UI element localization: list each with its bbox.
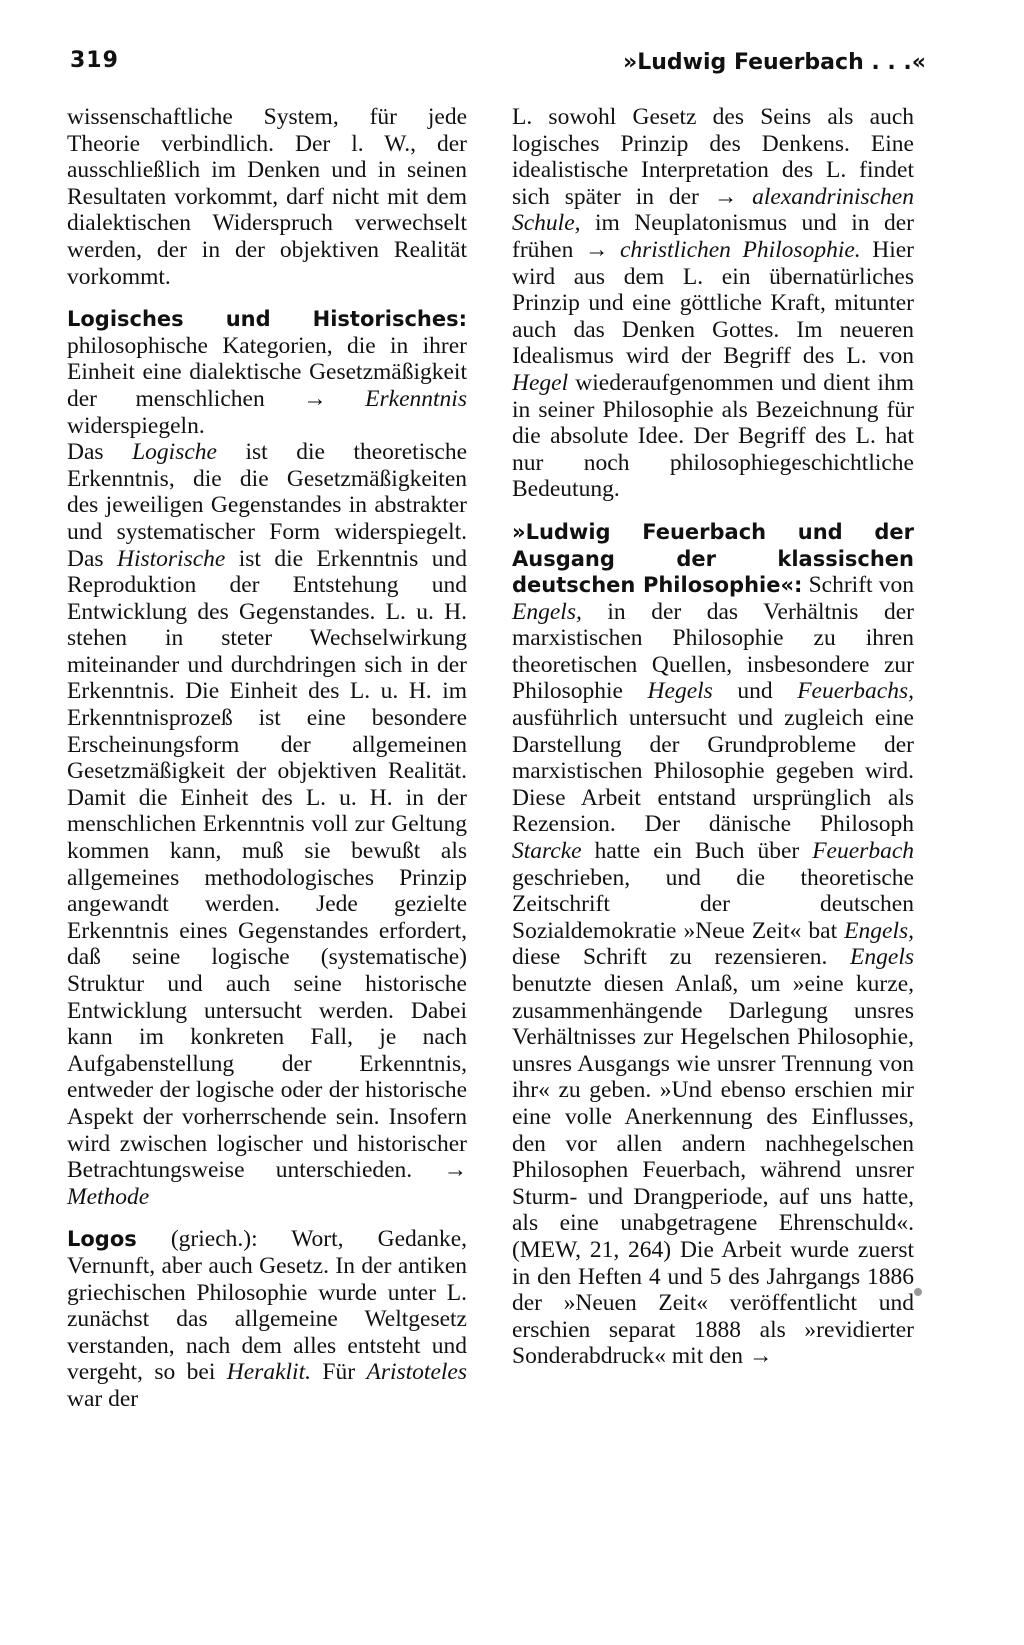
entry-headword: Logos <box>67 1227 137 1252</box>
cross-reference: Erkenntnis <box>365 385 467 412</box>
paragraph-continuation: L. sowohl Gesetz des Seins als auch logisches Prinzip des Denkens. Eine idealistische Interpretation des L. findet sich später in der → alexandrinischen Schule, im Neuplatonismus und in der frühen → christlichen Philosophie. Hier wird aus dem L. ein übernatürliches Prinzip und eine göttliche Kraft, mitunter auch das Denken Gottes. Im neueren Idealismus wird der Begriff des L. von Hegel wiederaufgenommen und dient ihm in seiner Philosophie als Bezeichnung für die absolute Idee. Der Begriff des L. hat nur noch philosophiegeschichtliche Bedeutung. <box>512 104 914 503</box>
paragraph-continuation: wissenschaftliche System, für jede Theorie verbindlich. Der l. W., der ausschließlich im Denken und in seinen Resultaten vorkommt, darf nicht mit dem dialektischen Widerspruch verwechselt werden, der in der objektiven Realität vorkommt. <box>67 104 467 290</box>
left-column <box>67 104 467 1413</box>
cross-reference: christlichen Philosophie. <box>619 236 861 263</box>
cross-reference: alexandrinischen Schule, <box>512 183 914 237</box>
entry-logisches-und-historisches: Logisches und Historisches: philosophische Kategorien, die in ihrer Einheit eine dialektische Gesetzmäßigkeit der menschlichen → Erkenntnis widerspiegeln. <box>67 307 467 439</box>
page-number: 319 <box>70 48 119 73</box>
entry-headword: »Ludwig Feuerbach und der Ausgang der klassischen deutschen Philosophie«: <box>512 519 914 598</box>
entry-paragraph: Das Logische ist die theoretische Erkenntnis, die die Gesetzmäßigkeiten des jeweiligen Gegenstandes in abstrakter und systematischer Form widerspiegelt. Das Historische ist die Erkenntnis und Reproduktion der Entstehung und Entwicklung des Gegenstandes. L. u. H. stehen in steter Wechselwirkung miteinander und durchdringen sich in der Erkenntnis. Die Einheit des L. u. H. im Erkenntnisprozeß ist eine besondere Erscheinungsform der allgemeinen Gesetzmäßigkeit der objektiven Realität. Damit die Einheit des L. u. H. in der menschlichen Erkenntnis voll zur Geltung kommen kann, muß sie bewußt als allgemeines methodologisches Prinzip angewandt werden. Jede gezielte Erkenntnis eines Gegenstandes erfordert, daß seine logische (systematische) Struktur und auch seine historische Entwicklung untersucht werden. Dabei kann im konkreten Fall, je nach Aufgabenstellung der Erkenntnis, entweder der logische oder der historische Aspekt der vorherrschende sein. Insofern wird zwischen logischer und historischer Betrachtungsweise unterschieden. → Methode <box>67 439 468 1210</box>
cross-reference: Methode <box>67 1183 150 1210</box>
entry-headword: Logisches und Historisches: <box>67 307 467 332</box>
running-head: »Ludwig Feuerbach . . .« <box>623 50 926 75</box>
print-speck <box>914 1288 922 1296</box>
right-column <box>512 104 914 1370</box>
entry-ludwig-feuerbach: »Ludwig Feuerbach und der Ausgang der klassischen deutschen Philosophie«: Schrift von Engels, in der das Verhältnis der marxistischen Philosophie zu ihren theoretischen Quellen, insbesondere zur Philosophie Hegels und Feuerbachs, ausführlich untersucht und zugleich eine Darstellung der Grundprobleme der marxistischen Philosophie gegeben wird. Diese Arbeit entstand ursprünglich als Rezension. Der dänische Philosoph Starcke hatte ein Buch über Feuerbach geschrieben, und die theoretische Zeitschrift der deutschen Sozialdemokratie »Neue Zeit« bat Engels, diese Schrift zu rezensieren. Engels benutzte diesen Anlaß, um »eine kurze, zusammenhängende Darlegung unsres Verhältnisses zur Hegelschen Philosophie, unsres Ausgangs wie unsrer Trennung von ihr« zu geben. »Und ebenso erschien mir eine volle Anerkennung des Einflusses, den vor allen andern nachhegelschen Philosophen Feuerbach, während unsrer Sturm- und Drangperiode, auf uns hatte, als eine unabgetragene Ehrenschuld«. (MEW, 21, 264) Die Arbeit wurde zuerst in den Heften 4 und 5 des Jahrgangs 1886 der »Neuen Zeit« veröffentlicht und erschien separat 1888 als »revidierter Sonderabdruck« mit den → <box>512 519 914 1370</box>
entry-logos: Logos (griech.): Wort, Gedanke, Vernunft, aber auch Gesetz. In der antiken griechischen Philosophie wurde unter L. zunächst das allgemeine Weltgesetz verstanden, nach dem alles entsteht und vergeht, so bei Heraklit. Für Aristoteles war der <box>67 1226 467 1412</box>
